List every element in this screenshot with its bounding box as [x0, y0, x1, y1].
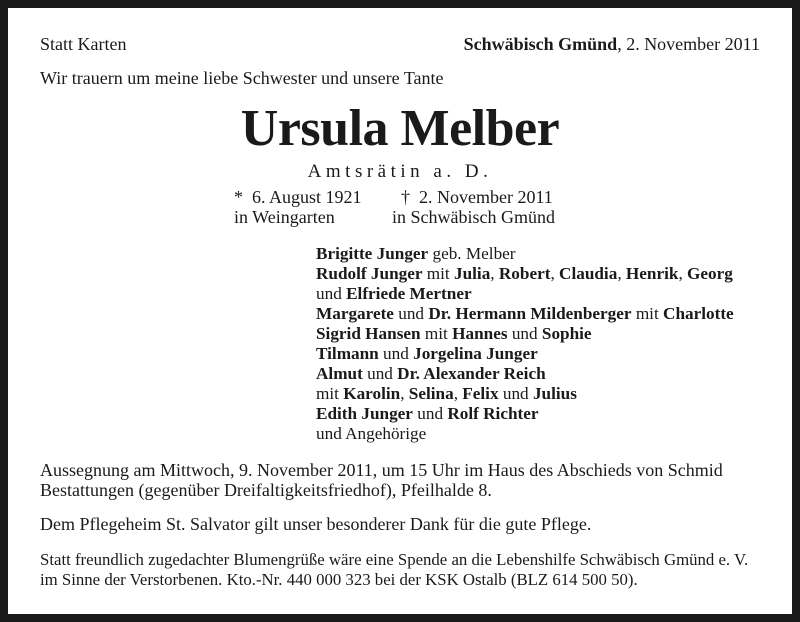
mourner-connector: mit [631, 304, 664, 323]
mourner-line [316, 364, 734, 384]
mourner-line [316, 264, 734, 284]
birth-date-text: 6. August 1921 [252, 187, 362, 207]
mourner-name: Georg [687, 264, 733, 283]
mourner-name: Dr. Alexander Reich [397, 364, 546, 383]
funeral-info: Aussegnung am Mittwoch, 9. November 2011, um 15 Uhr im Haus des Abschieds von Schmid Bestattungen (gegenüber Dreifaltigkeitsfriedhof), Pfeilhalde 8. [40, 460, 723, 500]
mourner-connector: mit [316, 384, 344, 403]
mourner-connector: mit [422, 264, 454, 283]
mourner-name: Hannes [452, 324, 508, 343]
mourner-line [316, 404, 734, 424]
mourner-connector: geb. Melber [428, 244, 516, 263]
header-location: Schwäbisch Gmünd [463, 34, 618, 54]
mourner-line [316, 424, 734, 444]
mourner-name: Sigrid Hansen [316, 324, 421, 343]
mourner-name: Felix [462, 384, 499, 403]
mourner-connector: , [550, 264, 560, 283]
donation-text: Statt freundlich zugedachter Blumengrüße wäre eine Spende an die Lebenshilfe Schwäbisch Gmünd e. V. im Sinne der Verstorbenen. Kto.-Nr. 440 000 323 bei der KSK Ostalb (BLZ 614 500 50). [40, 550, 749, 589]
mourner-connector: , [400, 384, 409, 403]
mourner-name: Henrik [625, 264, 679, 283]
mourner-name: Julius [532, 384, 577, 403]
mourner-name: Dr. Hermann Mildenberger [428, 304, 632, 323]
death-date [392, 187, 553, 207]
death-place: in Schwäbisch Gmünd [392, 207, 555, 227]
mourner-connector: und [507, 324, 542, 343]
mourner-name: Claudia [559, 264, 618, 283]
mourner-connector: und [412, 404, 448, 423]
mourner-connector: und [393, 304, 429, 323]
death-symbol: † [401, 187, 410, 207]
mourner-name: Rolf Richter [447, 404, 539, 423]
mourner-name: Julia [454, 264, 491, 283]
header-place-date [464, 34, 760, 54]
mourner-connector: und [316, 284, 347, 303]
mourner-line [316, 384, 734, 404]
mourner-name: Charlotte [663, 304, 734, 323]
intro-text: Wir trauern um meine liebe Schwester und unsere Tante [40, 68, 444, 88]
mourner-name: Elfriede Mertner [346, 284, 472, 303]
mourners-list [316, 244, 734, 444]
mourner-name: Selina [408, 384, 454, 403]
deceased-title: Amtsrätin a. D. [307, 161, 493, 182]
mourner-line [316, 344, 734, 364]
mourner-name: Sophie [541, 324, 592, 343]
deceased-name: Ursula Melber [240, 100, 560, 157]
mourner-name: Almut [316, 364, 363, 383]
header-statt-karten: Statt Karten [40, 34, 127, 54]
mourner-line [316, 284, 734, 304]
mourner-connector: , [453, 384, 463, 403]
birth-date [234, 187, 362, 207]
mourner-line [316, 324, 734, 344]
mourner-connector: und Angehörige [316, 424, 427, 443]
mourner-connector: und [498, 384, 533, 403]
mourner-connector: und [378, 344, 414, 363]
mourner-line [316, 244, 734, 264]
mourner-connector: , [678, 264, 688, 283]
birth-place: in Weingarten [234, 207, 335, 227]
death-date-text: 2. November 2011 [419, 187, 553, 207]
mourner-connector: und [362, 364, 398, 383]
mourner-name: Brigitte Junger [316, 244, 429, 263]
birth-symbol: * [234, 187, 243, 207]
mourner-name: Jorgelina Junger [413, 344, 538, 363]
mourner-name: Robert [498, 264, 551, 283]
mourner-name: Edith Junger [316, 404, 413, 423]
mourner-connector: mit [420, 324, 453, 343]
mourner-name: Karolin [343, 384, 401, 403]
mourner-connector: , [490, 264, 499, 283]
mourner-name: Tilmann [316, 344, 379, 363]
mourner-name: Rudolf Junger [316, 264, 423, 283]
mourner-line [316, 304, 734, 324]
mourner-connector: , [617, 264, 626, 283]
mourner-name: Margarete [316, 304, 394, 323]
header-date: , 2. November 2011 [617, 34, 760, 54]
thanks-text: Dem Pflegeheim St. Salvator gilt unser besonderer Dank für die gute Pflege. [40, 514, 592, 534]
